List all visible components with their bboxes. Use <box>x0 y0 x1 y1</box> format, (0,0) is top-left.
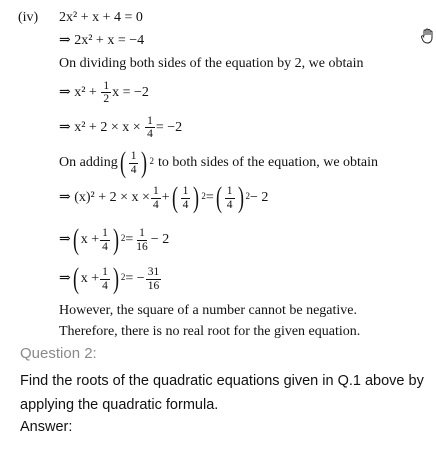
part-label: (iv) <box>18 10 39 25</box>
text-dividing: On dividing both sides of the equation by 2, we obtain <box>59 56 364 71</box>
equation-line-6: ⇒ ( x + $\frac{1}{4}$ ) $^2$ = $\frac{1}{16}$ − 2 <box>59 223 170 256</box>
equation-line-2: ⇒ 2x² + x = −4 <box>59 33 145 48</box>
hand-pointer-icon <box>419 27 436 50</box>
text-adding: On adding ( $\frac{1}{4}$ ) $^2$ to both sides of the equation, we obtain <box>59 146 379 179</box>
equation-line-7: ⇒ ( x + $\frac{1}{4}$ ) $^2$ = − $\frac{31}{16}$ <box>59 262 160 295</box>
conclusion-line-1: However, the square of a number cannot be negative. <box>59 303 357 318</box>
equation-line-5: ⇒ (x)² + 2 × x × $\frac{1}{4}$ + ( $\frac{1}{4}$ ) $^2$ = ( $\frac{1}{4}$ ) $^2$ − 2 <box>59 181 269 214</box>
conclusion-line-2: Therefore, there is no real root for the given equation. <box>59 324 361 339</box>
answer-label: Answer: <box>20 419 73 435</box>
question-heading: Question 2: <box>20 345 97 362</box>
equation-line-3: ⇒ x² + $\frac{1}{2}$ x = −2 <box>59 80 149 106</box>
question-text: Find the roots of the quadratic equations given in Q.1 above by applying the quadratic formula. <box>20 373 424 413</box>
equation-line-4: ⇒ x² + 2 × x × $\frac{1}{4}$ = −2 <box>59 115 183 141</box>
equation-line-1: 2x² + x + 4 = 0 <box>59 10 143 25</box>
